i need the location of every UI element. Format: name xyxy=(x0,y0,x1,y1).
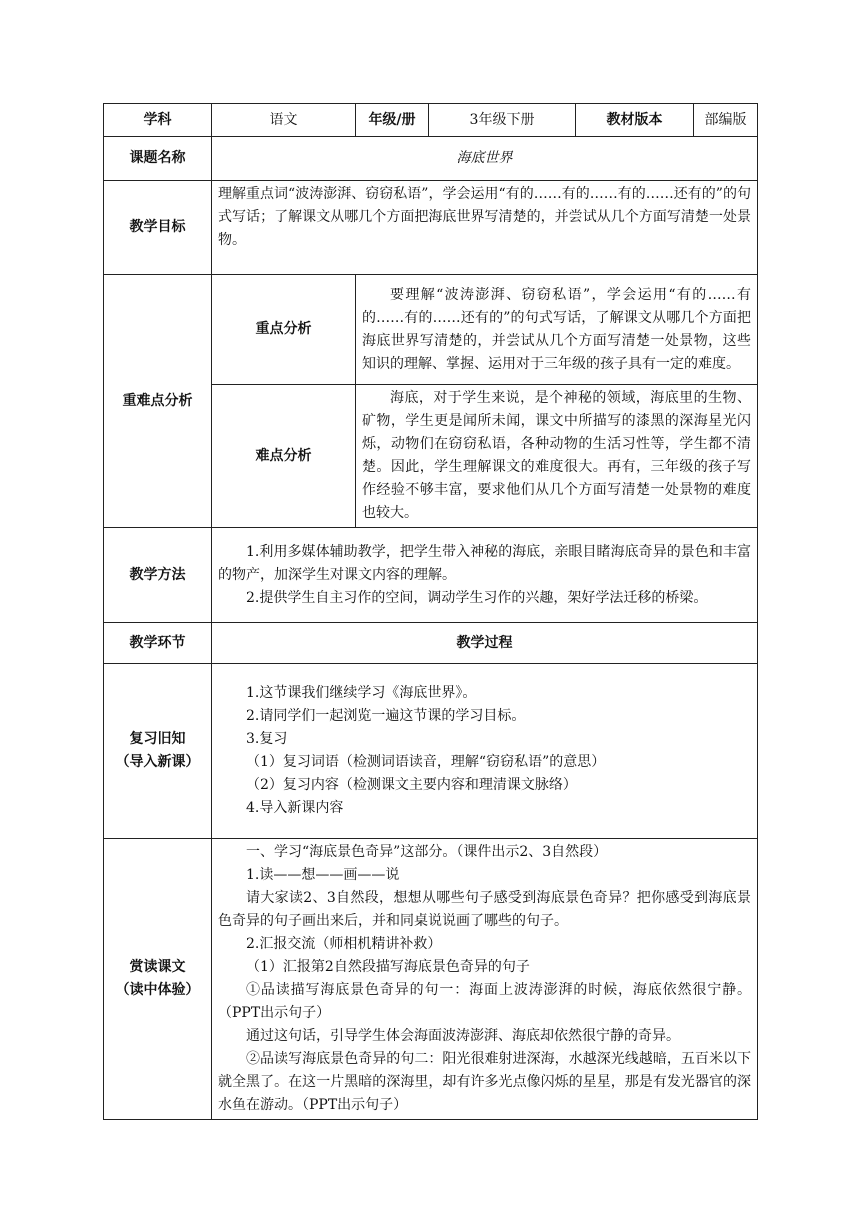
key-analysis-label: 重点分析 xyxy=(212,275,356,385)
hard-analysis-text: 海底，对于学生来说，是个神秘的领域，海底里的生物、矿物，学生更是闻所未闻，课文中所描写的漆黑的深海星光闪烁，动物们在窃窃私语，各种动物的生活习性等，学生都不清楚。因此，学生理解课文的难度很大。再有，三年级的孩子写作经验不够丰富，要求他们从几个方面写清楚一处景物的难度也较大。 xyxy=(356,385,758,528)
reading-paragraph-5: （1）汇报第2自然段描写海底景色奇异的句子 xyxy=(246,959,530,975)
reading-paragraph-1: 一、学习“海底景色奇异”这部分。（课件出示2、3自然段） xyxy=(246,844,608,860)
review-content xyxy=(212,664,758,839)
topic-row xyxy=(104,137,758,181)
method-paragraph-1: 1.利用多媒体辅助教学，把学生带入神秘的海底，亲眼目睹海底奇异的景色和丰富的物产，加深学生对课文内容的理解。 xyxy=(218,543,751,583)
review-label-line1: 复习旧知 xyxy=(129,731,186,747)
method-label: 教学方法 xyxy=(104,528,212,623)
review-line-5: （2）复习内容（检测课文主要内容和理清课文脉络） xyxy=(246,777,577,793)
method-row xyxy=(104,528,758,623)
process-header: 教学过程 xyxy=(212,623,758,664)
reading-paragraph-7: 通过这句话，引导学生体会海面波涛澎湃、海底却依然很宁静的奇异。 xyxy=(246,1028,680,1044)
goal-label: 教学目标 xyxy=(104,181,212,275)
grade-value: 3年级下册 xyxy=(429,104,576,137)
reading-label-line1: 赏读课文 xyxy=(129,959,186,975)
reading-content xyxy=(212,839,758,1120)
method-paragraph-2: 2.提供学生自主习作的空间，调动学生习作的兴趣，架好学法迁移的桥梁。 xyxy=(246,589,708,606)
reading-paragraph-3: 请大家读2、3自然段，想想从哪些句子感受到海底景色奇异？把你感受到海底景色奇异的句子画出来后，并和同桌说说画了哪些的句子。 xyxy=(218,890,751,929)
grade-label: 年级/册 xyxy=(356,104,429,137)
reading-label xyxy=(104,839,212,1120)
key-row xyxy=(104,275,758,385)
header-row xyxy=(104,104,758,137)
topic-value: 海底世界 xyxy=(212,137,758,181)
edition-value: 部编版 xyxy=(694,104,758,137)
subject-label: 学科 xyxy=(104,104,212,137)
goal-row xyxy=(104,181,758,275)
review-line-3: 3.复习 xyxy=(246,731,288,747)
method-text xyxy=(212,528,758,623)
reading-paragraph-4: 2.汇报交流（师相机精讲补救） xyxy=(246,936,442,952)
review-label xyxy=(104,664,212,839)
review-row xyxy=(104,664,758,839)
review-line-6: 4.导入新课内容 xyxy=(246,800,344,816)
goal-text: 理解重点词“波涛澎湃、窃窃私语”，学会运用“有的……有的……有的……还有的”的句式写话；了解课文从哪几个方面把海底世界写清楚的，并尝试从几个方面写清楚一处景物。 xyxy=(212,181,758,275)
difficulty-label: 重难点分析 xyxy=(104,275,212,528)
process-header-row xyxy=(104,623,758,664)
topic-label: 课题名称 xyxy=(104,137,212,181)
subject-value: 语文 xyxy=(212,104,356,137)
key-analysis-text: 要理解“波涛澎湃、窃窃私语”，学会运用“有的……有的……有的……还有的”的句式写话，了解课文从哪几个方面把海底世界写清楚的，并尝试从几个方面写清楚一处景物，这些知识的理解、掌握、运用对于三年级的孩子具有一定的难度。 xyxy=(356,275,758,385)
review-line-1: 1.这节课我们继续学习《海底世界》。 xyxy=(246,685,477,701)
reading-paragraph-8: ②品读写海底景色奇异的句二：阳光很难射进深海，水越深光线越暗，五百米以下就全黑了。在这一片黑暗的深海里，却有许多光点像闪烁的星星，那是有发光器官的深水鱼在游动。（PPT出示句子） xyxy=(218,1051,751,1113)
reading-paragraph-2: 1.读——想——画——说 xyxy=(246,867,400,883)
reading-row xyxy=(104,839,758,1120)
review-label-line2: （导入新课） xyxy=(115,754,200,770)
lesson-plan-table xyxy=(103,103,758,1120)
reading-label-line2: （读中体验） xyxy=(115,982,200,998)
stage-header: 教学环节 xyxy=(104,623,212,664)
hard-analysis-label: 难点分析 xyxy=(212,385,356,528)
reading-paragraph-6: ①品读描写海底景色奇异的句一：海面上波涛澎湃的时候，海底依然很宁静。（PPT出示句子） xyxy=(218,982,751,1021)
edition-label: 教材版本 xyxy=(576,104,694,137)
lesson-plan-page xyxy=(103,103,757,1120)
review-line-2: 2.请同学们一起浏览一遍这节课的学习目标。 xyxy=(246,708,526,724)
review-line-4: （1）复习词语（检测词语读音，理解“窃窃私语”的意思） xyxy=(246,754,606,770)
